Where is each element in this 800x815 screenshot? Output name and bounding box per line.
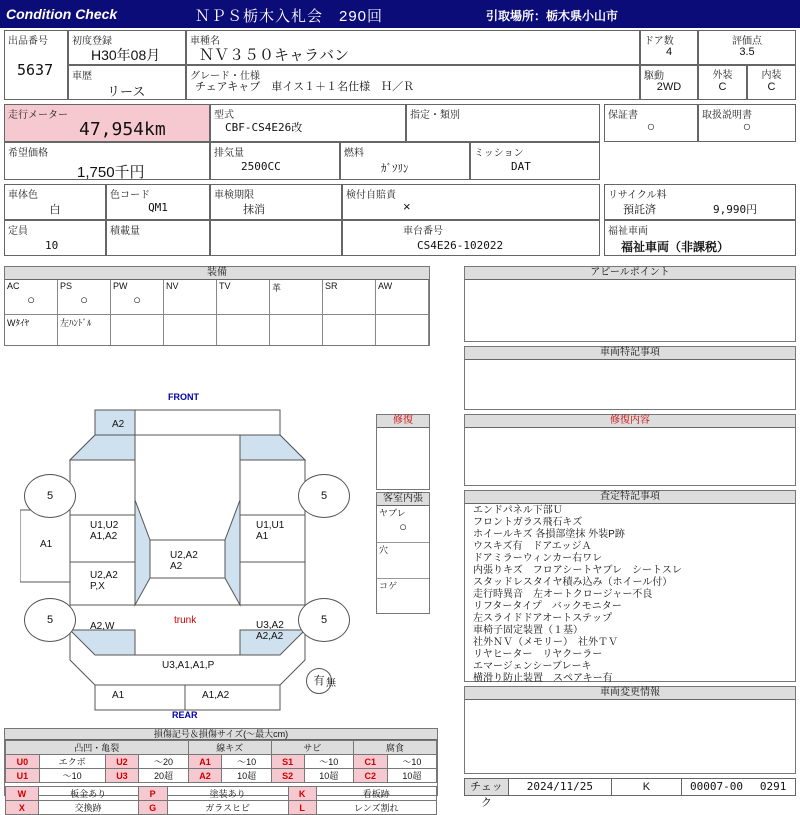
price: 1,750千円	[77, 164, 145, 181]
capacity-cell: 定員 10	[4, 220, 106, 256]
damage-legend: 損傷記号＆損傷サイズ(～最大cm) 凸凹・亀裂 線キズ サビ 腐食 U0 エクボ U2 ～20 A1 ～10 S1 ～10 C1 ～10 U1 ～10 U3 20超 A2 10超 S2 10超 C2 10超 W 板金あり P 塗装あり K 看板跡 X 交換跡 G ガラスヒビ L レンズ割れ	[4, 728, 438, 796]
spare-tire-mark: 有	[306, 668, 332, 694]
mark-rear-bumper-left: A1	[112, 690, 125, 701]
legend-cell: P	[138, 787, 167, 801]
equipment-empty-cell	[323, 315, 376, 345]
interior-grade: C	[767, 81, 776, 93]
repair-box: 修復	[376, 414, 430, 490]
history-cell: 車歴 リース	[68, 65, 186, 100]
inspection-note-line: ドアミラーウィンカー右ワレ	[473, 553, 603, 564]
welfare-status: 福祉車両（非課税）	[621, 240, 730, 254]
front-label: FRONT	[168, 392, 199, 402]
rear-label: REAR	[172, 710, 198, 720]
type-cell: 型式 CBF-CS4E26改	[210, 104, 406, 142]
legend-cell: X	[6, 801, 39, 815]
inspection-note-line: フロントガラス飛石キズ	[473, 517, 583, 528]
model-name-cell: 車種名 ＮＶ３５０キャラバン	[186, 30, 640, 65]
grade-cell: グレード・仕様 チェアキャブ 車イス１＋１名仕様 Ｈ／Ｒ	[186, 65, 640, 100]
inspection-note-line: 走行時異音 左オートクロージャー不良	[473, 589, 653, 600]
legend-cell: U1	[6, 769, 40, 783]
self-inspect-cell: 検付自賠責 ×	[342, 184, 600, 220]
equipment-empty-cell	[376, 315, 429, 345]
inspection-note-line: スタッドレスタイヤ積み込み（ホイール付）	[473, 577, 673, 588]
appeal-panel: アピールポイント	[464, 266, 796, 342]
legend-cell: U0	[6, 755, 40, 769]
equipment-row-2	[5, 315, 429, 345]
blank-cell	[210, 220, 342, 256]
legend-cell: A2	[188, 769, 222, 783]
tire-rear-left: 5	[24, 598, 76, 642]
footer-bar: チェック 2024/11/25 K 00007-00 0291	[464, 778, 796, 796]
legend-cell: 10超	[387, 769, 436, 783]
equipment-pw: PW ○	[111, 280, 164, 314]
mark-front-left-door: U1,U2 A1,A2	[90, 520, 119, 542]
exterior-cell: 外装 C	[698, 65, 747, 100]
score: 3.5	[739, 46, 755, 58]
yabure-mark: ○	[399, 519, 407, 534]
sheet-number: 00007-00	[689, 780, 743, 793]
mark-rear-bumper-right: A1,A2	[202, 690, 230, 701]
inspection-cell: 車検期限 抹消	[210, 184, 342, 220]
legend-cell: 塗装あり	[167, 787, 288, 801]
body-color: 白	[49, 204, 61, 216]
drive: 2WD	[656, 81, 682, 93]
chassis-number: CS4E26-102022	[417, 239, 504, 252]
legend-cell: レンズ割れ	[316, 801, 436, 815]
equipment-row-1	[5, 280, 429, 315]
legend-cell: ガラスヒビ	[167, 801, 288, 815]
displacement: 2500CC	[241, 160, 281, 173]
capacity: 10	[45, 239, 59, 252]
lot-number-cell: 出品番号 5637	[4, 30, 68, 100]
legend-cell: ～10	[304, 755, 353, 769]
equipment-tv: TV	[217, 280, 270, 314]
inspection-note-line: 横滑り防止装置 スペアキー有	[473, 673, 613, 684]
spare-none: 無	[326, 678, 336, 689]
legend-cell: ～10	[39, 769, 105, 783]
change-info-panel: 車両変更情報	[464, 686, 796, 774]
inspection: 抹消	[243, 204, 265, 216]
legend-cell: 看板跡	[316, 787, 436, 801]
chassis-cell: 車台番号 CS4E26-102022	[342, 220, 600, 256]
trunk-label: trunk	[174, 615, 197, 626]
welfare-cell: 福祉車両 福祉車両（非課税）	[604, 220, 796, 256]
sheet-title: Condition Check	[6, 6, 118, 22]
inspection-note-line: 内張りキズ フロアシートヤブレ シートスレ	[473, 565, 682, 576]
drive-cell: 駆動 2WD	[640, 65, 698, 100]
check-date: 2024/11/25	[509, 779, 612, 795]
inspection-note-line: ウスキズ有 ドアエッジＡ	[473, 541, 592, 552]
equipment-aw: AW	[376, 280, 429, 314]
interior-box: 客室内張 ヤブレ ○ 穴 コゲ	[376, 492, 430, 614]
inspection-note-line: 社外ＮＶ（メモリー） 社外ＴＶ	[473, 637, 618, 648]
legend-cell: ～10	[222, 755, 271, 769]
mark-hood: A2	[112, 419, 125, 430]
recycle-cell: リサイクル料 預託済 9,990円	[604, 184, 796, 220]
mark-rear-left-door: U2,A2 P,X	[90, 570, 118, 592]
score-cell: 評価点 3.5	[698, 30, 796, 65]
pickup-location: 引取場所：栃木県小山市	[486, 9, 619, 23]
legend-cell: 20超	[139, 769, 188, 783]
header-bar	[0, 0, 800, 28]
mission: DAT	[511, 160, 531, 173]
legend-cell: S1	[271, 755, 304, 769]
tire-rear-right: 5	[298, 598, 350, 642]
inspection-note-line: 車椅子固定装置（１基）	[473, 625, 583, 636]
inspection-note-line: リヤヒーター リヤクーラー	[473, 649, 603, 660]
warranty-cell: 保証書 ○	[604, 104, 698, 142]
equipment-empty-cell	[111, 315, 164, 345]
legend-cell: 10超	[304, 769, 353, 783]
color-code: QM1	[148, 201, 168, 214]
interior-cell: 内装 C	[747, 65, 796, 100]
repair-content-panel: 修復内容	[464, 414, 796, 486]
equipment-nv: NV	[164, 280, 217, 314]
color-cell: 車体色 白	[4, 184, 106, 220]
special-notes-panel: 車両特記事項	[464, 346, 796, 410]
sheet-id: 0291	[759, 780, 787, 793]
check-code: K	[612, 779, 682, 795]
equipment-panel	[4, 266, 430, 346]
inspection-notes-list	[465, 504, 795, 686]
load-cell: 積載量	[106, 220, 210, 256]
color-code-cell: 色コード QM1	[106, 184, 210, 220]
legend-cell: エクボ	[39, 755, 105, 769]
mark-left-front-panel: A1	[40, 539, 53, 550]
history: リース	[107, 84, 146, 99]
fuel-cell: 燃料 ｶﾞｿﾘﾝ	[340, 142, 470, 180]
price-cell: 希望価格 1,750千円	[4, 142, 210, 180]
car-diagram	[20, 390, 370, 720]
displacement-cell: 排気量 2500CC	[210, 142, 340, 180]
equipment-empty-cell	[164, 315, 217, 345]
lot-number: 5637	[17, 61, 54, 79]
equipment-empty-cell	[217, 315, 270, 345]
legend-cell: 交換跡	[38, 801, 138, 815]
doors: 4	[665, 46, 673, 58]
mission-cell: ミッション DAT	[470, 142, 600, 180]
inspection-note-line: リフタータイプ バックモニター	[473, 601, 622, 612]
legend-cell: G	[138, 801, 167, 815]
equipment-title: 装備	[5, 267, 429, 280]
mileage: 47,954km	[79, 119, 166, 140]
first-reg-cell: 初度登録 H30年08月	[68, 30, 186, 65]
model-name: ＮＶ３５０キャラバン	[199, 47, 350, 64]
legend-cell: W	[6, 787, 39, 801]
mileage-cell: 走行メーター 47,954km	[4, 104, 210, 142]
mark-rear-bumper-top: U3,A1,A1,P	[162, 660, 215, 671]
grade: チェアキャブ 車イス１＋１名仕様 Ｈ／Ｒ	[195, 81, 415, 93]
tire-front-left: 5	[24, 474, 76, 518]
inspection-note-line: ホイールキズ 各損部塗抹 外装P跡	[473, 529, 625, 540]
designation-cell: 指定・類別	[406, 104, 600, 142]
auction-title: ＮＰＳ栃木入札会 290回	[195, 8, 384, 25]
legend-cell: U3	[105, 769, 139, 783]
legend-table-2	[5, 786, 437, 815]
exterior-grade: C	[718, 81, 727, 93]
legend-cell: 10超	[222, 769, 271, 783]
legend-cell: 板金あり	[38, 787, 138, 801]
legend-cell: K	[288, 787, 316, 801]
mark-rear-left-quarter: A2,W	[90, 621, 115, 632]
legend-cell: A1	[188, 755, 222, 769]
equipment-ps: PS ○	[58, 280, 111, 314]
manual-mark: ○	[742, 118, 752, 134]
legend-cell: ～20	[139, 755, 188, 769]
equipment-革: 革	[270, 280, 323, 314]
mark-rear-right-quarter: U3,A2 A2,A2	[256, 620, 284, 642]
equipment-extra-1: 左ﾊﾝﾄﾞﾙ	[58, 315, 111, 345]
recycle-status: 預託済	[623, 204, 656, 216]
inspection-note-line: エマージェンシーブレーキ	[473, 661, 592, 672]
mark-roof: U2,A2 A2	[170, 550, 198, 572]
legend-cell: ～10	[387, 755, 436, 769]
equipment-ac: AC ○	[5, 280, 58, 314]
legend-cell: L	[288, 801, 316, 815]
legend-cell: S2	[271, 769, 304, 783]
tire-front-right: 5	[298, 474, 350, 518]
legend-table: 凸凹・亀裂 線キズ サビ 腐食 U0 エクボ U2 ～20 A1 ～10 S1 ～10 C1 ～10 U1 ～10 U3 20超 A2 10超 S2 10超 C2 10超	[5, 740, 437, 783]
equipment-empty-cell	[270, 315, 323, 345]
legend-cell: C2	[353, 769, 387, 783]
legend-cell: C1	[353, 755, 387, 769]
equipment-extra-0: Wﾀｲﾔ	[5, 315, 58, 345]
fuel: ｶﾞｿﾘﾝ	[381, 163, 409, 175]
warranty-mark: ○	[646, 118, 656, 134]
self-inspect-mark: ×	[403, 199, 411, 214]
equipment-sr: SR	[323, 280, 376, 314]
recycle-fee: 9,990円	[713, 203, 758, 216]
model-type: CBF-CS4E26改	[225, 121, 303, 134]
inspection-note-line: 左スライドドアオートステップ	[473, 613, 612, 624]
mark-front-right-door: U1,U1 A1	[256, 520, 285, 542]
inspection-note-line: エンドパネル下部Ｕ	[473, 505, 563, 516]
first-reg: H30年08月	[91, 47, 161, 63]
inspection-notes-panel: 査定特記事項 エンドパネル下部Ｕ フロントガラス飛石キズ ホイールキズ 各損部塗抹 外装P跡 ウスキズ有 ドアエッジＡ ドアミラーウィンカー右ワレ 内張りキズ フロアシートヤブレ シートスレ スタッドレスタイヤ積み込み（ホイール付） 走行時異音 左オートクロージャー不良 リフタータイプ バックモニター 左スライドドアオートステップ 車椅子固定装置（１基） 社外ＮＶ（メモリー） 社外ＴＶ リヤヒーター リヤクーラー エマージェンシーブレーキ 横滑り防止装置 スペアキー有	[464, 490, 796, 682]
doors-cell: ドア数 4	[640, 30, 698, 65]
manual-cell: 取扱説明書 ○	[698, 104, 796, 142]
legend-cell: U2	[105, 755, 139, 769]
